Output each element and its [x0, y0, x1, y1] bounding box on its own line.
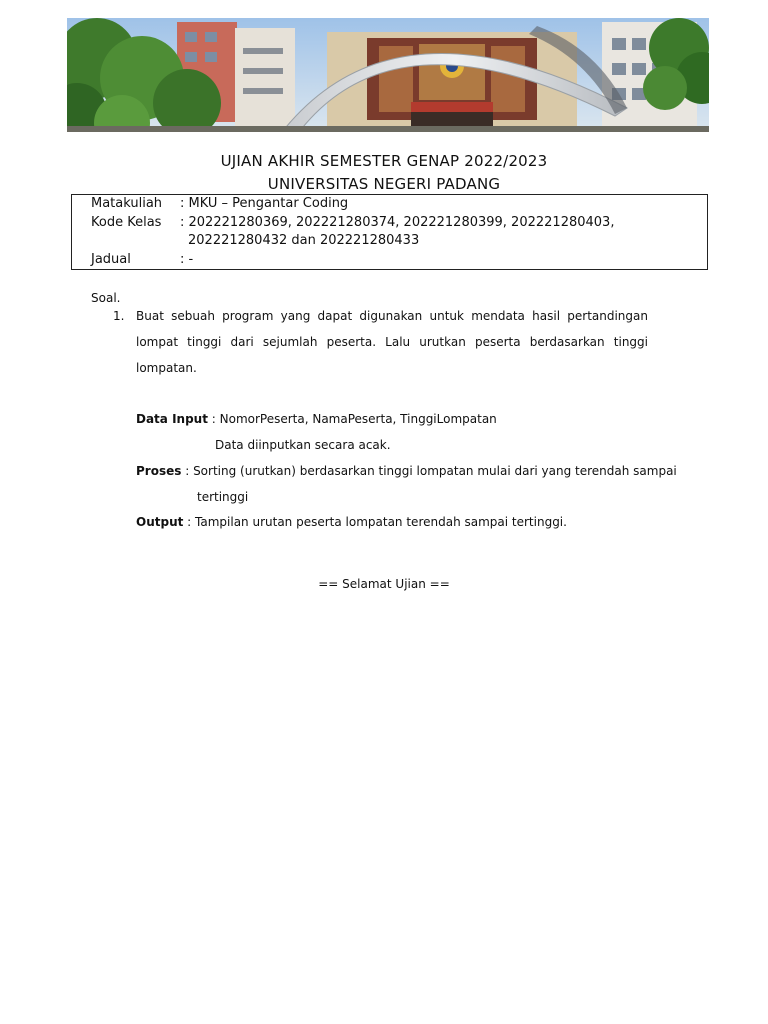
- kode-kelas-value: : 202221280369, 202221280374, 202221280399, 202221280403,: [180, 215, 615, 230]
- question-text-line-3: lompatan.: [136, 361, 197, 375]
- exam-title: UJIAN AKHIR SEMESTER GENAP 2022/2023: [220, 152, 548, 170]
- question-text-line-2: lompat tinggi dari sejumlah peserta. Lalu urutkan peserta berdasarkan tinggi: [136, 335, 648, 349]
- matakuliah-value: : MKU – Pengantar Coding: [180, 196, 349, 211]
- kode-kelas-value-continued: 202221280432 dan 202221280433: [188, 233, 420, 248]
- jadual-value: : -: [180, 252, 194, 267]
- header-banner-image: [67, 18, 709, 132]
- proses-value-continued: tertinggi: [197, 490, 249, 504]
- proses-value: : Sorting (urutkan) berdasarkan tinggi lompatan mulai dari yang terendah sampai: [181, 464, 677, 478]
- data-input-value: : NomorPeserta, NamaPeserta, TinggiLompatan: [207, 412, 497, 426]
- data-input-label: Data Input: [136, 412, 208, 426]
- proses-line: [136, 464, 677, 478]
- output-label: Output: [136, 515, 184, 529]
- proses-label: Proses: [136, 464, 182, 478]
- matakuliah-label: Matakuliah: [91, 196, 163, 211]
- jadual-label: Jadual: [91, 252, 131, 267]
- output-line: [136, 515, 567, 529]
- university-name: UNIVERSITAS NEGERI PADANG: [267, 175, 501, 193]
- course-info-table: [71, 194, 708, 270]
- output-value: : Tampilan urutan peserta lompatan terendah sampai tertinggi.: [183, 515, 567, 529]
- data-input-line: [136, 412, 497, 426]
- soal-heading: Soal.: [91, 291, 121, 305]
- closing-greeting: == Selamat Ujian ==: [318, 577, 450, 591]
- question-number: 1.: [113, 309, 125, 323]
- question-text-line-1: Buat sebuah program yang dapat digunakan untuk mendata hasil pertandingan: [136, 309, 648, 323]
- kode-kelas-label: Kode Kelas: [91, 215, 162, 230]
- data-input-note: Data diinputkan secara acak.: [215, 438, 391, 452]
